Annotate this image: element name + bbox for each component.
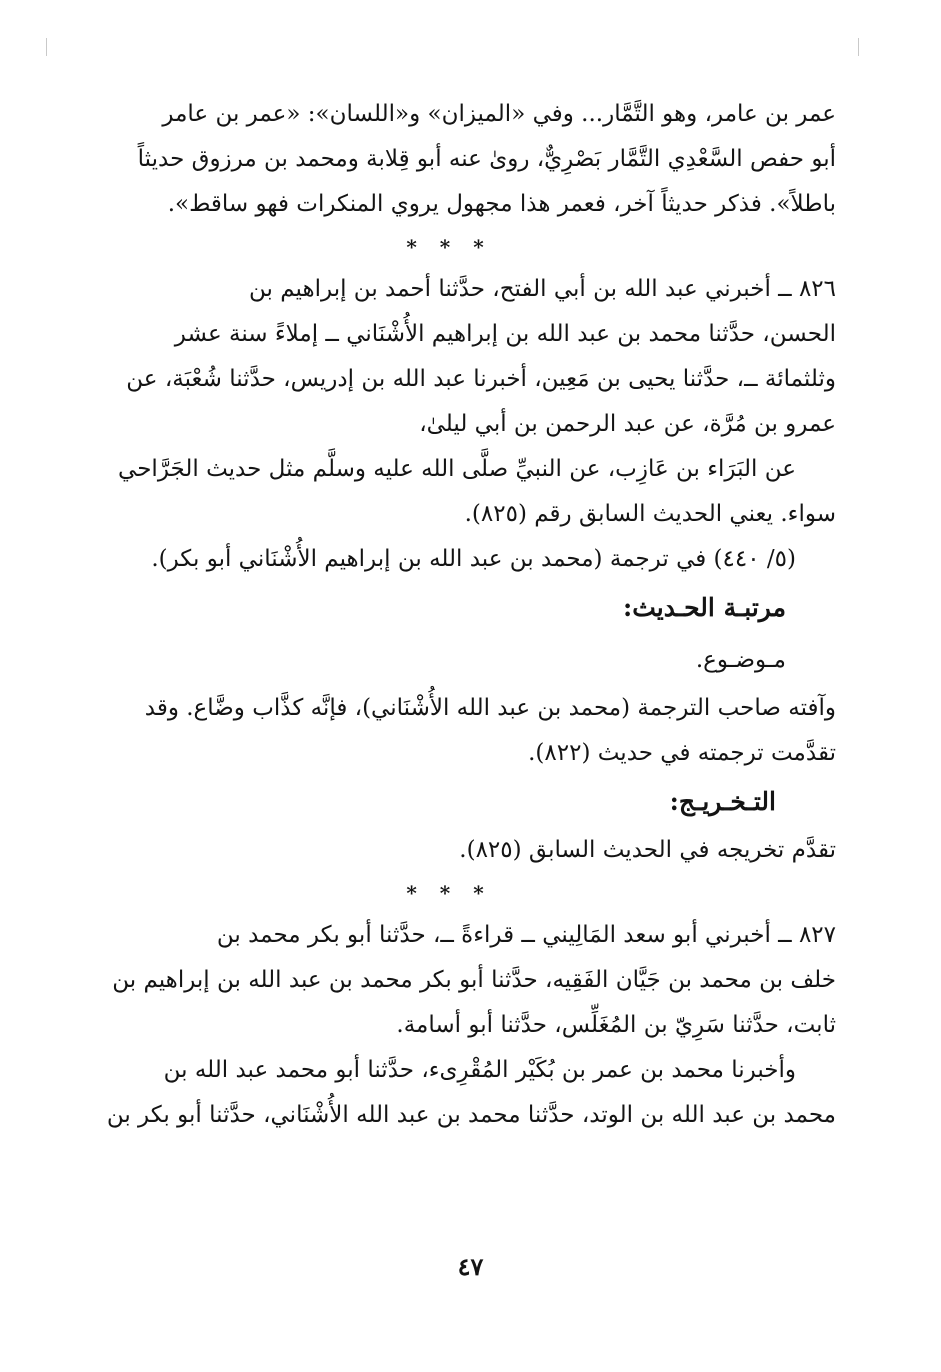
text-line: وثلثمائة ــ، حدَّثنا يحيى بن مَعِين، أخبرنا عبد الله بن إدريس، حدَّثنا شُعْبَة، عن: [126, 366, 836, 392]
section-separator: * * *: [406, 235, 492, 259]
text-line: وأخبرنا محمد بن عمر بن بُكَيْر المُقْرِىء، حدَّثنا أبو محمد عبد الله بن: [163, 1057, 796, 1083]
rank-explanation: [80, 686, 836, 776]
text-line: خلف بن محمد بن جَيَّان الفَقِيه، حدَّثنا أبو بكر محمد بن عبد الله بن إبراهيم بن: [112, 967, 836, 993]
hadith-827-second-chain: [80, 1048, 836, 1138]
paragraph-top: [80, 92, 836, 227]
page-number: ٤٧: [457, 1252, 484, 1281]
source-reference: (٥/ ٤٤٠) في ترجمة (محمد بن عبد الله بن إبراهيم الأُشْنَاني أبو بكر).: [151, 546, 796, 572]
text-line: ٨٢٦ ــ أخبرني عبد الله بن أبي الفتح، حدَّثنا أحمد بن إبراهيم بن: [249, 276, 836, 302]
rank-heading: مرتبـة الحـديث:: [622, 593, 786, 622]
text-line: أبو حفص السَّعْدِي التَّمَّار بَصْرِيٌّ، روىٰ عنه أبو قِلابة ومحمد بن مرزوق حديثاً: [137, 146, 836, 172]
text-line: وآفته صاحب الترجمة (محمد بن عبد الله الأُشْنَاني)، فإنَّه كذَّاب وضَّاع. وقد: [144, 695, 836, 721]
takhrij-text: تقدَّم تخريجه في الحديث السابق (٨٢٥).: [459, 837, 836, 863]
text-line: سواء. يعني الحديث السابق رقم (٨٢٥).: [464, 501, 836, 527]
text-line: محمد بن عبد الله بن الوتد، حدَّثنا محمد بن عبد الله الأُشْنَاني، حدَّثنا أبو بكر بن: [106, 1102, 836, 1128]
crop-mark-left: [46, 38, 47, 56]
text-line: عمرو بن مُرَّة، عن عبد الرحمن بن أبي ليلىٰ،: [419, 411, 836, 437]
text-line: عن البَرَاء بن عَازِب، عن النبيِّ صلَّى الله عليه وسلَّم مثل حديث الجَرَّاحي: [118, 456, 796, 482]
hadith-826-matn: [80, 447, 836, 537]
takhrij-heading: التـخـريـج:: [669, 787, 776, 816]
hadith-827: [80, 913, 836, 1048]
hadith-826: [80, 267, 836, 447]
crop-mark-right: [858, 38, 859, 56]
text-line: ٨٢٧ ــ أخبرني أبو سعد المَالِيني ــ قراءةً ــ، حدَّثنا أبو بكر محمد بن: [216, 922, 836, 948]
text-line: ثابت، حدَّثنا سَرِيّ بن المُغَلِّس، حدَّثنا أبو أسامة.: [396, 1012, 836, 1038]
document-page: [80, 92, 836, 1138]
text-line: تقدَّمت ترجمته في حديث (٨٢٢).: [528, 740, 836, 766]
section-separator: * * *: [406, 881, 492, 905]
text-line: عمر بن عامر، وهو التَّمَّار... وفي «الميزان» و«اللسان»: «عمر بن عامر: [162, 101, 836, 127]
text-line: باطلاً». فذكر حديثاً آخر، فعمر هذا مجهول يروي المنكرات فهو ساقط».: [167, 191, 836, 217]
rank-value: مـوضـوع.: [695, 647, 786, 673]
text-line: الحسن، حدَّثنا محمد بن عبد الله بن إبراهيم الأُشْنَاني ــ إملاءً سنة عشر: [174, 321, 836, 347]
